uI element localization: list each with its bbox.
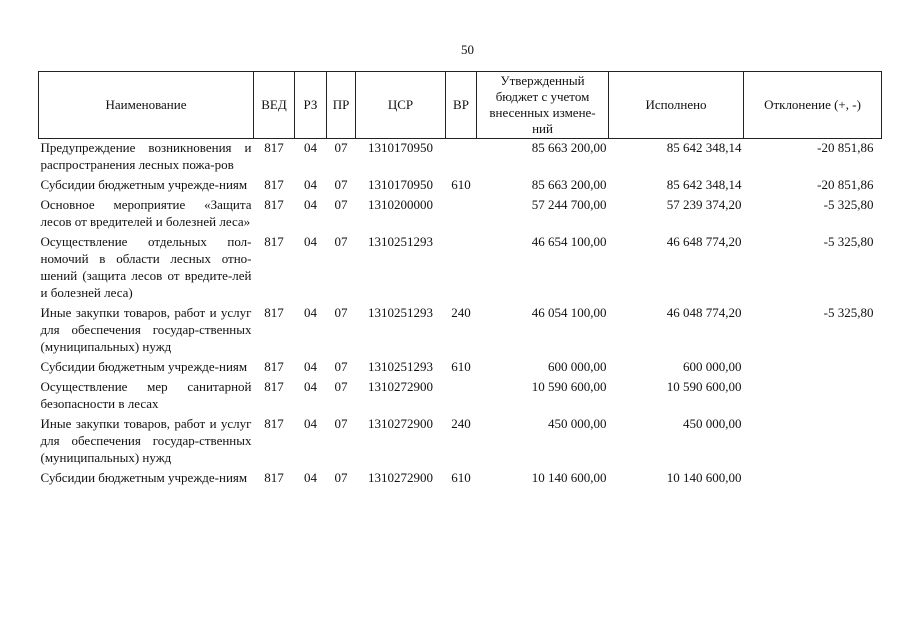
- row-executed: 85 642 348,14: [666, 140, 742, 155]
- table-header-row: [39, 72, 882, 139]
- table-row: [39, 196, 882, 233]
- row-name: Иные закупки товаров, работ и услуг для обеспечения государ-ственных (муниципальных) нужд: [40, 305, 252, 354]
- row-pr: 07: [334, 305, 348, 320]
- row-pr: 07: [334, 379, 348, 394]
- row-vr: 610: [451, 177, 471, 192]
- row-name: Иные закупки товаров, работ и услуг для обеспечения государ-ственных (муниципальных) нужд: [40, 416, 252, 465]
- row-deviation: -20 851,86: [817, 177, 874, 192]
- header-pr: ПР: [327, 72, 356, 139]
- row-approved: 57 244 700,00: [531, 197, 607, 212]
- row-deviation: -5 325,80: [823, 234, 874, 249]
- row-approved: 46 654 100,00: [531, 234, 607, 249]
- row-rz: 04: [304, 379, 317, 394]
- row-name: Субсидии бюджетным учрежде-ниям: [40, 359, 248, 374]
- row-csr: 1310251293: [368, 305, 433, 320]
- table-row: [39, 139, 882, 177]
- row-rz: 04: [304, 416, 317, 431]
- row-rz: 04: [304, 197, 317, 212]
- row-rz: 04: [304, 470, 317, 485]
- header-vr: ВР: [446, 72, 477, 139]
- row-vr: [446, 139, 477, 177]
- row-ved: 817: [264, 416, 284, 431]
- row-pr: 07: [334, 197, 348, 212]
- row-ved: 817: [264, 177, 284, 192]
- table-row: [39, 233, 882, 304]
- row-csr: 1310272900: [368, 416, 433, 431]
- row-vr: [446, 196, 477, 233]
- row-approved: 450 000,00: [548, 416, 607, 431]
- row-ved: 817: [264, 197, 284, 212]
- table-row: [39, 378, 882, 415]
- row-csr: 1310272900: [368, 470, 433, 485]
- row-csr: 1310170950: [368, 177, 433, 192]
- row-approved: 85 663 200,00: [531, 177, 607, 192]
- row-vr: 240: [451, 305, 471, 320]
- row-approved: 10 140 600,00: [531, 470, 607, 485]
- row-name: Осуществление мер санитарной безопасности в лесах: [40, 379, 252, 411]
- row-csr: 1310251293: [368, 359, 433, 374]
- row-ved: 817: [264, 379, 284, 394]
- header-name: Наименование: [39, 72, 254, 139]
- row-pr: 07: [334, 140, 348, 155]
- row-vr: [446, 233, 477, 304]
- row-executed: 46 048 774,20: [666, 305, 742, 320]
- table-row: [39, 304, 882, 358]
- budget-table: [38, 71, 882, 489]
- table-row: [39, 358, 882, 378]
- header-rz: РЗ: [295, 72, 327, 139]
- header-approved: Утвержденный бюджет с учетом внесенных измене-ний: [477, 72, 609, 139]
- row-name: Осуществление отдельных пол-номочий в области лесных отно-шений (защита лесов от вредите-лей и болезней леса): [40, 234, 252, 300]
- row-csr: 1310251293: [368, 234, 433, 249]
- row-vr: [446, 378, 477, 415]
- row-csr: 1310170950: [368, 140, 433, 155]
- row-ved: 817: [264, 359, 284, 374]
- row-approved: 600 000,00: [548, 359, 607, 374]
- row-deviation: [744, 378, 882, 415]
- row-ved: 817: [264, 140, 284, 155]
- row-name: Основное мероприятие «Защита лесов от вредителей и болезней леса»: [40, 197, 252, 229]
- row-approved: 85 663 200,00: [531, 140, 607, 155]
- row-rz: 04: [304, 359, 317, 374]
- row-name: Предупреждение возникновения и распространения лесных пожа-ров: [40, 140, 252, 172]
- row-approved: 46 054 100,00: [531, 305, 607, 320]
- row-rz: 04: [304, 177, 317, 192]
- row-approved: 10 590 600,00: [531, 379, 607, 394]
- row-executed: 85 642 348,14: [666, 177, 742, 192]
- header-deviation: Отклонение (+, -): [744, 72, 882, 139]
- row-rz: 04: [304, 305, 317, 320]
- table-row: [39, 415, 882, 469]
- row-pr: 07: [334, 177, 348, 192]
- header-executed: Исполнено: [609, 72, 744, 139]
- row-ved: 817: [264, 470, 284, 485]
- row-executed: 600 000,00: [683, 359, 742, 374]
- row-executed: 10 590 600,00: [666, 379, 742, 394]
- row-ved: 817: [264, 305, 284, 320]
- row-pr: 07: [334, 359, 348, 374]
- header-ved: ВЕД: [254, 72, 295, 139]
- row-vr: 610: [451, 470, 471, 485]
- row-rz: 04: [304, 234, 317, 249]
- row-deviation: -5 325,80: [823, 197, 874, 212]
- row-pr: 07: [334, 234, 348, 249]
- row-executed: 46 648 774,20: [666, 234, 742, 249]
- row-executed: 450 000,00: [683, 416, 742, 431]
- row-vr: 610: [451, 359, 471, 374]
- row-deviation: [744, 469, 882, 489]
- row-pr: 07: [334, 470, 348, 485]
- row-csr: 1310272900: [368, 379, 433, 394]
- row-deviation: -20 851,86: [817, 140, 874, 155]
- row-ved: 817: [264, 234, 284, 249]
- row-executed: 10 140 600,00: [666, 470, 742, 485]
- page-number: 50: [461, 42, 474, 57]
- row-vr: 240: [451, 416, 471, 431]
- row-deviation: [744, 415, 882, 469]
- row-name: Субсидии бюджетным учрежде-ниям: [40, 470, 248, 485]
- row-pr: 07: [334, 416, 348, 431]
- table-row: [39, 469, 882, 489]
- row-csr: 1310200000: [368, 197, 433, 212]
- table-row: [39, 176, 882, 196]
- table-body: [39, 139, 882, 490]
- header-csr: ЦСР: [356, 72, 446, 139]
- row-executed: 57 239 374,20: [666, 197, 742, 212]
- row-deviation: -5 325,80: [823, 305, 874, 320]
- row-name: Субсидии бюджетным учрежде-ниям: [40, 177, 248, 192]
- row-deviation: [744, 358, 882, 378]
- row-rz: 04: [304, 140, 317, 155]
